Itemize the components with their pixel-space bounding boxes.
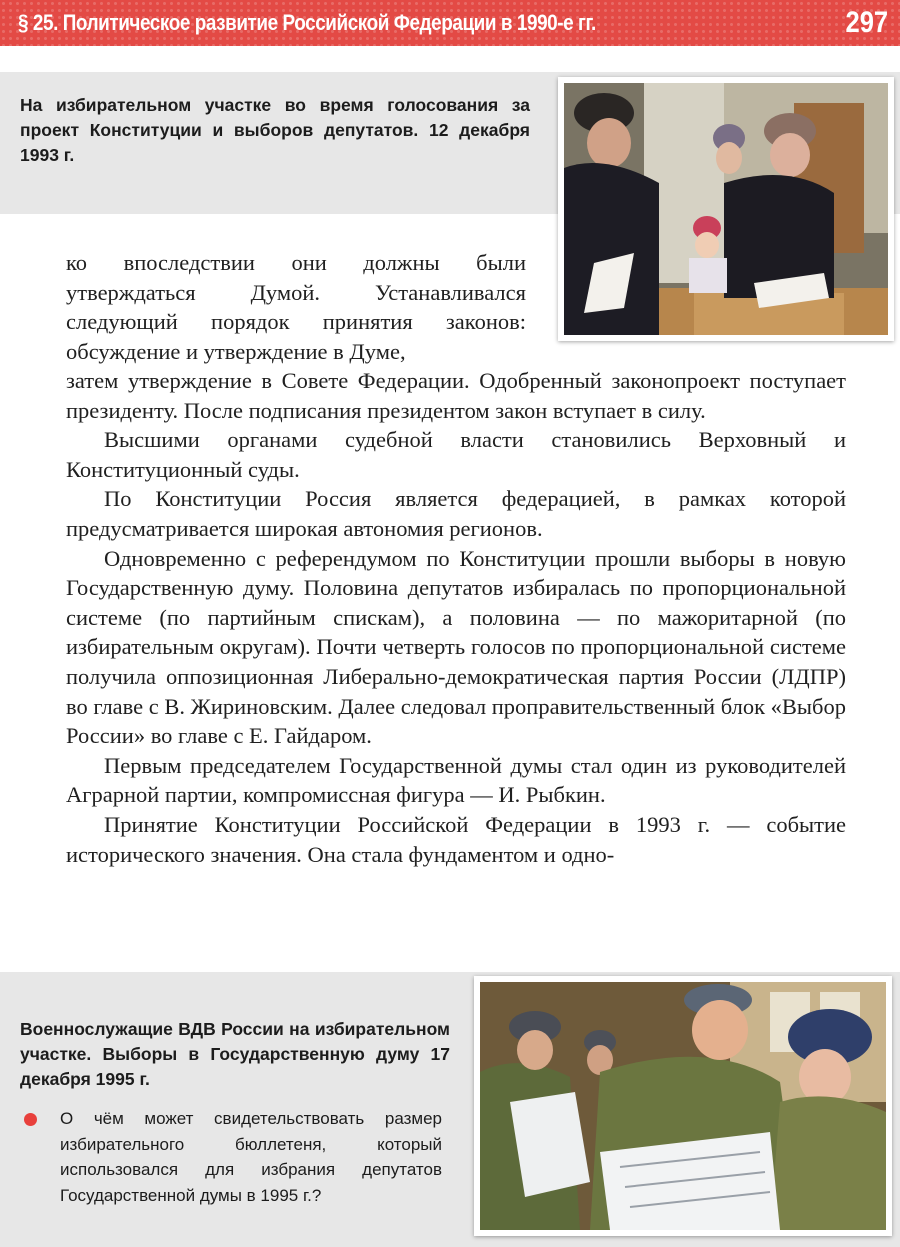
photo-caption-bottom: Военнослужащие ВДВ России на избирательном участке. Выборы в Государственную думу 17 декабря 1995 г. [20,1019,450,1089]
section-title: § 25. Политическое развитие Российской Федерации в 1990-е гг. [18,10,596,35]
paragraph-2: Высшими органами судебной власти становились Верховный и Конституционный суды. [66,427,846,482]
question-text: О чём может свидетельствовать размер избирательного бюллетеня, который использовался для избрания депутатов Государственной думы в 1995 г.? [60,1109,442,1205]
page-header [0,0,900,46]
photo-polling-station-1993 [558,77,894,341]
red-circle-icon [24,1113,37,1126]
paragraph-3: По Конституции Россия является федерацией, в рамках которой предусматривается широкая автономия регионов. [66,486,846,541]
body-text-narrow [66,248,526,366]
page-number: 297 [845,6,888,39]
paragraph-6: Принятие Конституции Российской Федерации в 1993 г. — событие исторического значения. Она стала фундаментом и одно- [66,811,846,867]
paragraph-continuation: ко впоследствии они должны были утверждаться Думой. Устанавливался следующий порядок принятия законов: обсуждение и утверждение в Думе, [66,250,526,364]
paragraph-4: Одновременно с референдумом по Конституции прошли выборы в новую Государственную думу. Половина депутатов избиралась по пропорциональной системе (по партийным спискам), а половина — по мажоритарной (по избирательным округам). Почти четверть голосов по пропорциональной системе получила оппозиционная Либерально-демократическая партия России (ЛДПР) во главе с В. Жириновским. Далее следовал проправительственный блок «Выбор России» во главе с Е. Гайдаром. [66,545,846,749]
photo-soldiers-voting-1995 [474,976,892,1236]
paragraph-5: Первым председателем Государственной думы стал один из руководителей Аграрной партии, компромиссная фигура — И. Рыбкин. [66,752,846,808]
photo-caption-top: На избирательном участке во время голосования за проект Конституции и выборов депутатов. 12 декабря 1993 г. [20,95,530,165]
paragraph-1-rest: затем утверждение в Совете Федерации. Одобренный законопроект поступает президенту. После подписания президентом закон вступает в силу. [66,368,846,423]
body-text-wide [66,366,846,869]
